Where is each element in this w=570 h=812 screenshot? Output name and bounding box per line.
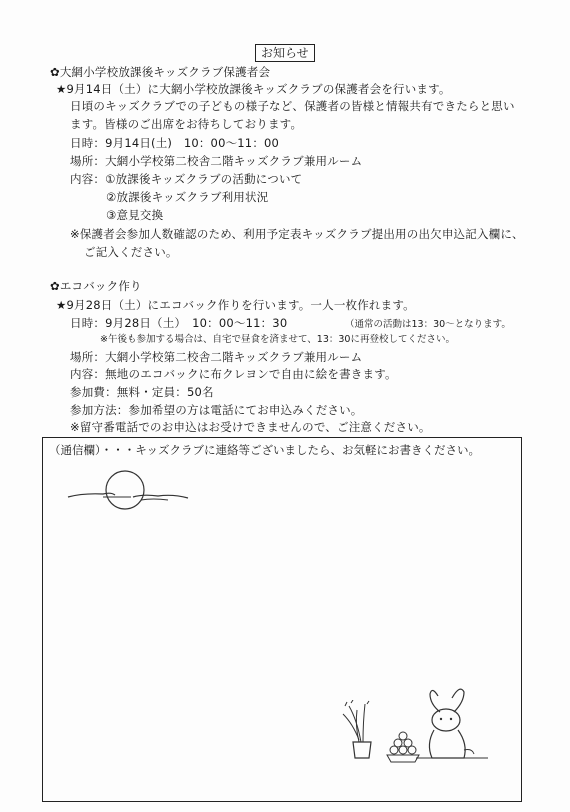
section2-content: 内容：無地のエコバックに布クレヨンで自由に絵を書きます。: [70, 367, 397, 381]
section1-content-1: 内容：①放課後キッズクラブの活動について: [70, 172, 303, 186]
contact-box[interactable]: [42, 437, 522, 802]
section1-body-line1: 日頃のキッズクラブでの子どもの様子など、保護者の皆様と情報共有できたらと思い: [70, 99, 515, 113]
page-title: お知らせ: [255, 44, 315, 62]
section2-lead: ★9月28日（土）にエコバック作りを行います。一人一枚作れます。: [56, 298, 415, 312]
section2-fee: 参加費：無料・定員：50名: [70, 385, 214, 399]
section1-datetime: 日時：9月14日(土) 10：00～11：00: [70, 136, 280, 150]
section1-place: 場所：大網小学校第二校舎二階キッズクラブ兼用ルーム: [70, 154, 363, 168]
section1-body-line2: ます。皆様のご出席をお待ちしております。: [70, 117, 303, 131]
moon-illustration: [63, 466, 193, 511]
section2-afternoon-note: ※午後も参加する場合は、自宅で昼食を済ませて、13：30に再登校してください。: [100, 334, 455, 345]
rabbit-illustration: [408, 688, 498, 766]
section1-lead: ★9月14日（土）に大網小学校放課後キッズクラブの保護者会を行います。: [56, 82, 451, 96]
section2-datetime: 日時：9月28日（土） 10：00～11：30: [70, 316, 288, 330]
section1-content-3: ③意見交換: [106, 208, 164, 222]
section2-heading: ✿エコバック作り: [50, 279, 142, 293]
section2-method: 参加方法：参加希望の方は電話にてお申込みください。: [70, 403, 363, 417]
section1-heading: ✿大網小学校放課後キッズクラブ保護者会: [50, 65, 271, 79]
section1-content-2: ②放課後キッズクラブ利用状況: [106, 190, 269, 204]
section1-note-line1: ※保護者会参加人数確認のため、利用予定表キッズクラブ提出用の出欠申込記入欄に、: [70, 227, 524, 241]
section1-note-line2: ご記入ください。: [84, 245, 178, 259]
section2-datetime-note: （通常の活動は13：30～となります。: [345, 319, 511, 330]
contact-box-label: （通信欄）・・・キッズクラブに連絡等ございましたら、お気軽にお書きください。: [49, 443, 481, 457]
section2-warning: ※留守番電話でのお申込はお受けできませんので、ご注意ください。: [70, 420, 431, 434]
section2-place: 場所：大網小学校第二校舎二階キッズクラブ兼用ルーム: [70, 350, 363, 364]
